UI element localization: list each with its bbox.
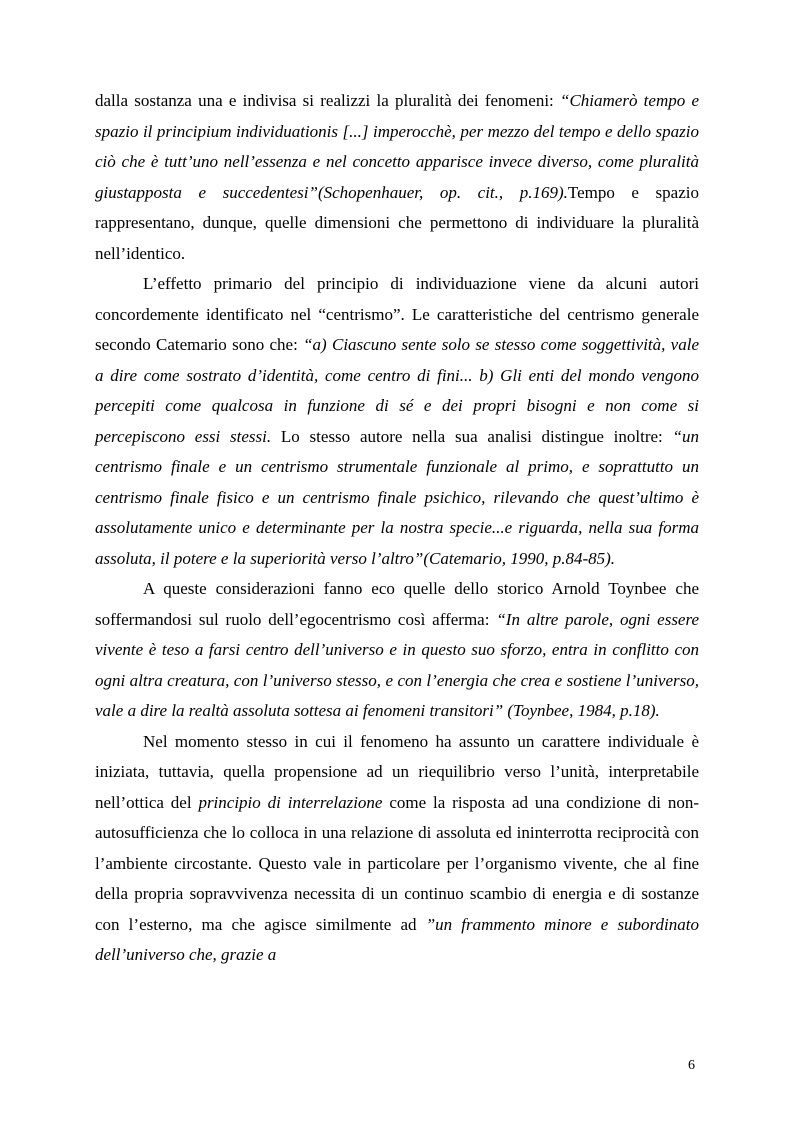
quote-fragment: ”un frammento minore e subordinato dell’universo che, grazie a	[95, 914, 699, 964]
quote-toynbee: “In altre parole, ogni essere vivente è teso a farsi centro dell’universo e in questo suo sforzo, entra in conflitto con ogni altra creatura, con l’universo stesso, e con l’energia che crea e sostiene l’universo, vale a dire la realtà assoluta sottesa ai fenomeni transitori” (Toynbee, 1984, p.18).	[95, 609, 700, 720]
paragraph-1	[95, 86, 699, 269]
quote-schopenhauer: “Chiamerò tempo e spazio il principium individuationis [...] imperocchè, per mezzo del tempo e dello spazio ciò che è tutt’uno nell’essenza e nel concetto apparisce invece diverso, come pluralità giustapposta e succedentesi”(Schopenhauer, op. cit., p.169).	[95, 91, 699, 202]
paragraph-2	[95, 269, 699, 574]
body-text	[95, 86, 699, 971]
quote-catemario-1: “a) Ciascuno sente solo se stesso come soggettività, vale a dire come sostrato d’identità, come centro di fini... b) Gli enti del mondo vengono percepiti come qualcosa in funzione di sé e dei propri bisogni e non come si percepiscono essi stessi.	[95, 335, 699, 446]
text-run: L’effetto primario del principio di individuazione viene da alcuni autori concordemente identificato nel “centrismo”. Le caratteristiche del centrismo generale secondo Catemario sono che:	[95, 274, 699, 354]
text-run: Lo stesso autore nella sua analisi distingue inoltre:	[271, 426, 673, 446]
text-run: Tempo e spazio rappresentano, dunque, quelle dimensioni che permettono di individuare la pluralità nell’identico.	[95, 182, 699, 263]
emphasis-principio: principio di interrelazione	[198, 792, 383, 812]
paragraph-4	[95, 727, 699, 971]
text-run: Nel momento stesso in cui il fenomeno ha assunto un carattere individuale è iniziata, tuttavia, quella propensione ad un riequilibrio verso l’unità, interpretabile nell’ottica del	[95, 731, 699, 812]
page-number: 6	[688, 1058, 695, 1073]
text-run: dalla sostanza una e indivisa si realizzi la pluralità dei fenomeni:	[95, 91, 560, 110]
paragraph-3	[95, 574, 699, 727]
quote-catemario-2: “un centrismo finale e un centrismo strumentale funzionale al primo, e soprattutto un centrismo finale fisico e un centrismo finale psichico, rilevando che quest’ultimo è assolutamente unico e determinante per la nostra specie...e riguarda, nella sua forma assoluta, il potere e la superiorità verso l’altro”(Catemario, 1990, p.84-85).	[95, 426, 699, 568]
text-run: come la risposta ad una condizione di non-autosufficienza che lo colloca in una relazione di assoluta ed ininterrotta reciprocità con l’ambiente circostante. Questo vale in particolare per l’organismo vivente, che al fine della propria sopravvivenza necessita di un continuo scambio di energia e di sostanze con l’esterno, ma che agisce similmente ad	[95, 792, 699, 934]
text-run: A queste considerazioni fanno eco quelle dello storico Arnold Toynbee che soffermandosi sul ruolo dell’egocentrismo così afferma:	[95, 579, 699, 629]
